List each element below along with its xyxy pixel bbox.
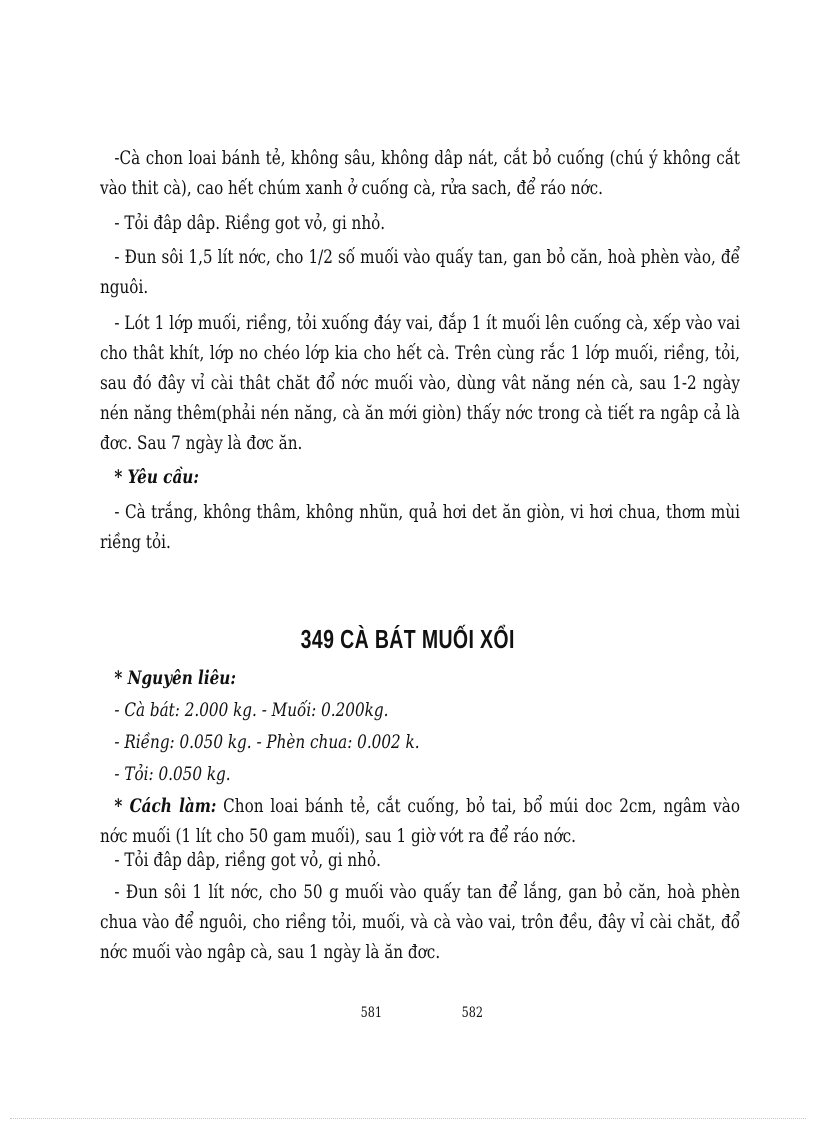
intro-paragraph-1: -Cà chon loai bánh tẻ, không sâu, không dâp nát, cắt bỏ cuống (chú ý không cắt vào thit cà), cao hết chúm xanh ở cuống cà, rửa sach, để ráo nớc. [100,147,740,199]
recipe-title: 349 CÀ BÁT MUỐI XỔI [300,624,516,654]
intro-paragraph-4: - Lót 1 lớp muối, riềng, tỏi xuống đáy vai, đắp 1 ít muối lên cuống cà, xếp vào vai cho thât khít, lớp no chéo lớp kia cho hết cà. Trên cùng rắc 1 lớp muối, riềng, tỏi, sau đó đây vỉ cài thât chăt đổ nớc muối vào, dùng vât năng nén cà, sau 1-2 ngày nén năng thêm(phải nén năng, cà ăn mới giòn) thấy nớc trong cà tiết ra ngâp cả là đơc. Sau 7 ngày là đơc ăn. [100,312,740,454]
footer-divider [10,1118,806,1119]
ingredient-line-3: - Tỏi: 0.050 kg. [114,763,231,785]
ingredients-label: * Nguyên liêu: [114,667,236,689]
method-step-2: - Tỏi đâp dâp, riềng got vỏ, gi nhỏ. [114,849,381,871]
page-number-right: 582 [461,1005,484,1021]
intro-paragraph-2: - Tỏi đâp dâp. Riềng got vỏ, gi nhỏ. [114,212,386,234]
requirements-label: * Yêu cầu: [114,466,199,488]
intro-paragraph-3: - Đun sôi 1,5 lít nớc, cho 1/2 số muối vào quấy tan, gan bỏ căn, hoà phèn vào, để nguôi. [100,246,740,298]
requirements-text: - Cà trắng, không thâm, không nhũn, quả hơi det ăn giòn, vi hơi chua, thơm mùi riềng tỏi. [100,501,740,553]
method-step-3: - Đun sôi 1 lít nớc, cho 50 g muối vào quấy tan để lắng, gan bỏ căn, hoà phèn chua vào để nguôi, cho riềng tỏi, muối, và cà vào vai, trôn đều, đây vỉ cài chăt, đổ nớc muối vào ngâp cà, sau 1 ngày là ăn đơc. [100,881,740,963]
ingredient-line-1: - Cà bát: 2.000 kg. - Muối: 0.200kg. [114,699,389,721]
ingredient-line-2: - Riềng: 0.050 kg. - Phèn chua: 0.002 k. [114,731,420,753]
method-paragraph: * Cách làm: Chon loai bánh tẻ, cắt cuống, bỏ tai, bổ múi doc 2cm, ngâm vào nớc muối (1 lít cho 50 gam muối), sau 1 giờ vớt ra để ráo nớc. [100,795,740,847]
page-number-left: 581 [360,1005,383,1021]
